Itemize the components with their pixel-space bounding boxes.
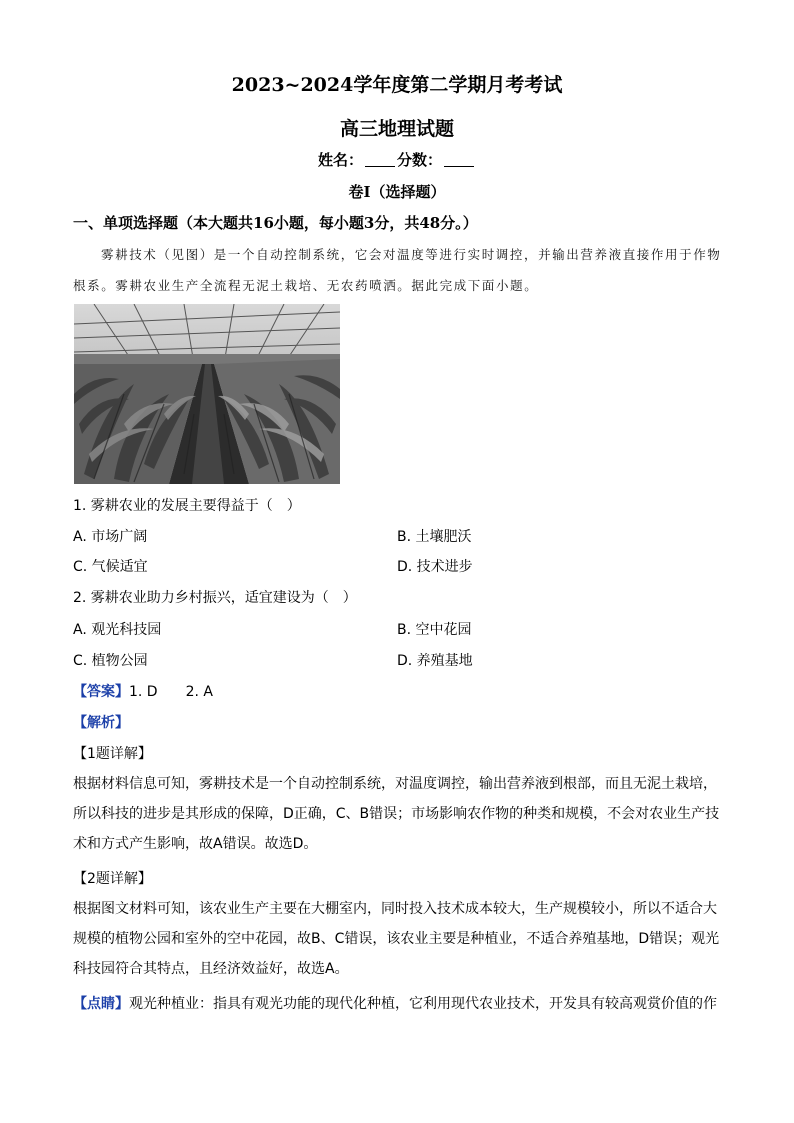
question-2-option-d[interactable]: D. 养殖基地 (397, 653, 473, 669)
intro-line-1: 雾耕技术（见图）是一个自动控制系统，它会对温度等进行实时调控，并输出营养液直接作用于作物 (101, 247, 722, 262)
volume-label: 卷I（选择题） (348, 183, 446, 201)
tip-line (73, 993, 717, 1013)
analysis-tag: 【解析】 (73, 715, 129, 731)
question-1-stem: 1. 雾耕农业的发展主要得益于（ ） (73, 498, 301, 514)
answer-tag: 【答案】 (73, 684, 129, 700)
question-1-option-b[interactable]: B. 土壤肥沃 (397, 529, 472, 545)
explanation-line: 根据材料信息可知，雾耕技术是一个自动控制系统，对温度调控，输出营养液到根部，而且无泥土栽培， (73, 776, 717, 792)
question-2-option-c[interactable]: C. 植物公园 (73, 653, 148, 669)
question-1-detail-tag: 【1题详解】 (73, 746, 152, 762)
explanation-line: 所以科技的进步是其形成的保障，D正确，C、B错误；市场影响农作物的种类和规模，不会对农业生产技 (73, 806, 720, 822)
question-1-option-a[interactable]: A. 市场广阔 (73, 529, 148, 545)
score-label: 分数： (397, 151, 443, 169)
explanation-line: 根据图文材料可知，该农业生产主要在大棚室内，同时投入技术成本较大，生产规模较小，所以不适合大 (73, 901, 717, 917)
question-2-detail-tag: 【2题详解】 (73, 871, 152, 887)
explanation-line: 规模的植物公园和室外的空中花园，故B、C错误，该农业主要是种植业，不适合养殖基地，D错误；观光 (73, 931, 720, 947)
answer-text: 1. D 2. A (129, 684, 213, 700)
question-2-option-a[interactable]: A. 观光科技园 (73, 622, 162, 638)
name-label: 姓名： (317, 151, 363, 169)
section-heading: 一、单项选择题（本大题共16小题，每小题3分，共48分。） (73, 214, 478, 232)
name-score-line (0, 149, 794, 170)
score-blank[interactable] (444, 152, 474, 167)
aeroponic-greenhouse-photo (74, 304, 340, 484)
answer-line (73, 681, 213, 701)
intro-line-2: 根系。雾耕农业生产全流程无泥土栽培、无农药喷洒。据此完成下面小题。 (73, 278, 539, 293)
question-2-explanation (73, 894, 723, 984)
question-2-stem: 2. 雾耕农业助力乡村振兴，适宜建设为（ ） (73, 590, 357, 606)
question-1-option-d[interactable]: D. 技术进步 (397, 559, 473, 575)
question-2-option-b[interactable]: B. 空中花园 (397, 622, 472, 638)
tip-text: 观光种植业：指具有观光功能的现代化种植，它利用现代农业技术，开发具有较高观赏价值的作 (129, 996, 717, 1012)
question-1-option-c[interactable]: C. 气候适宜 (73, 559, 148, 575)
exam-title: 2023~2024学年度第二学期月考考试 (231, 74, 563, 96)
tip-tag: 【点睛】 (73, 996, 129, 1012)
name-blank[interactable] (365, 152, 395, 167)
explanation-line: 术和方式产生影响，故A错误。故选D。 (73, 836, 318, 852)
explanation-line: 科技园符合其特点，且经济效益好，故选A。 (73, 961, 349, 977)
exam-subtitle: 高三地理试题 (339, 118, 454, 140)
question-1-explanation (73, 769, 723, 859)
